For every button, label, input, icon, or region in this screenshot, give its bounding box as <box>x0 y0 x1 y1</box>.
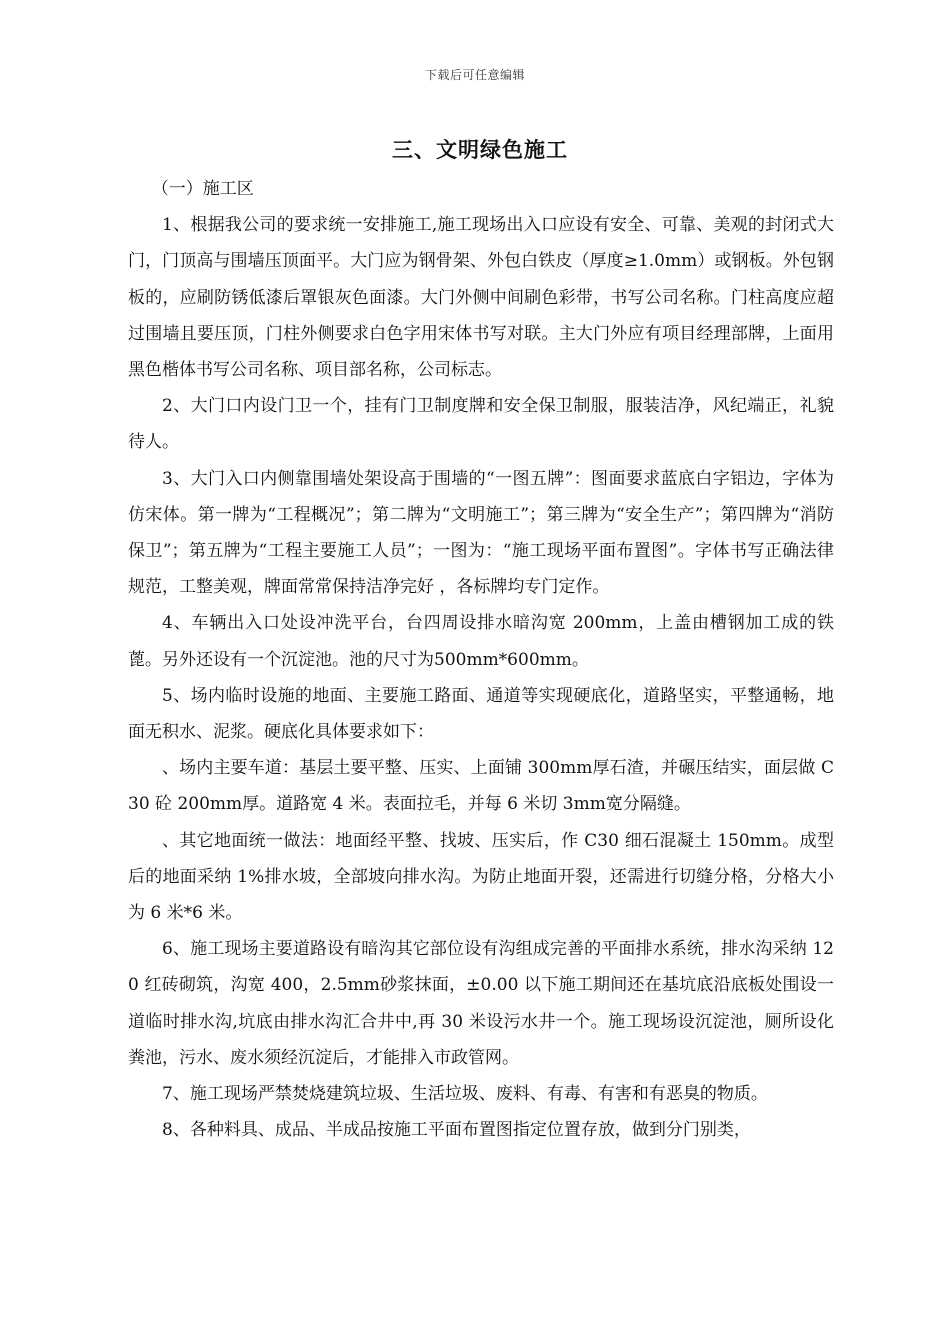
section-heading: （一）施工区 <box>151 179 254 199</box>
paragraph-6: 6、施工现场主要道路设有暗沟其它部位设有沟组成完善的平面排水系统，排水沟采纳 120 红砖砌筑，沟宽 400，2.5mm砂浆抹面，±0.00 以下施工期间还在基坑底沿底板处围设一道临时排水沟,坑底由排水沟汇合井中,再 30 米设污水井一个。施工现场设沉淀池，厕所设化粪池，污水、废水须经沉淀后，才能排入市政管网。 <box>128 939 834 1068</box>
paragraph-8: 8、各种料具、成品、半成品按施工平面布置图指定位置存放，做到分门别类， <box>162 1120 751 1141</box>
paragraph-4: 4、车辆出入口处设冲洗平台，台四周设排水暗沟宽 200mm，上盖由槽钢加工成的铁蓖。另外还设有一个沉淀池。池的尺寸为500mm*600mm。 <box>128 613 834 670</box>
paragraph-2: 2、大门口内设门卫一个，挂有门卫制度牌和安全保卫制服，服装洁净，风纪端正，礼貌待人。 <box>128 396 834 453</box>
document-body <box>128 171 834 1148</box>
paragraph-5-ground: 、其它地面统一做法：地面经平整、找坡、压实后，作 C30 细石混凝土 150mm。成型后的地面采纳 1%排水坡，全部坡向排水沟。为防止地面开裂，还需进行切缝分格，分格大小为 6 米*6 米。 <box>128 830 834 924</box>
paragraph-5: 5、场内临时设施的地面、主要施工路面、通道等实现硬底化，道路坚实，平整通畅，地面无积水、泥浆。硬底化具体要求如下： <box>128 685 834 743</box>
document-title: 三、文明绿色施工 <box>392 137 568 162</box>
paragraph-3: 3、大门入口内侧靠围墙处架设高于围墙的“一图五牌”：图面要求蓝底白字铝边，字体为仿宋体。第一牌为“工程概况”；第二牌为“文明施工”；第三牌为“安全生产”；第四牌为“消防保卫”；第五牌为“工程主要施工人员”；一图为：“施工现场平面布置图”。字体书写正确法律规范，工整美观，牌面常常保持洁净完好 ，各标牌均专门定作。 <box>128 468 834 598</box>
paragraph-5-road: 、场内主要车道：基层土要平整、压实、上面铺 300mm厚石渣，并碾压结实，面层做 C30 砼 200mm厚。道路宽 4 米。表面拉毛，并每 6 米切 3mm宽分隔缝。 <box>128 758 834 815</box>
header-note: 下载后可任意编辑 <box>424 68 525 82</box>
paragraph-1: 1、根据我公司的要求统一安排施工,施工现场出入口应设有安全、可靠、美观的封闭式大门，门顶高与围墙压顶面平。大门应为钢骨架、外包白铁皮（厚度≥1.0mm）或钢板。外包钢板的，应刷防锈低漆后罩银灰色面漆。大门外侧中间刷色彩带，书写公司名称。门柱高度应超过围墙且要压顶，门柱外侧要求白色字用宋体书写对联。主大门外应有项目经理部牌，上面用黑色楷体书写公司名称、项目部名称，公司标志。 <box>128 215 834 381</box>
paragraph-7: 7、施工现场严禁焚烧建筑垃圾、生活垃圾、废料、有毒、有害和有恶臭的物质。 <box>162 1084 768 1105</box>
